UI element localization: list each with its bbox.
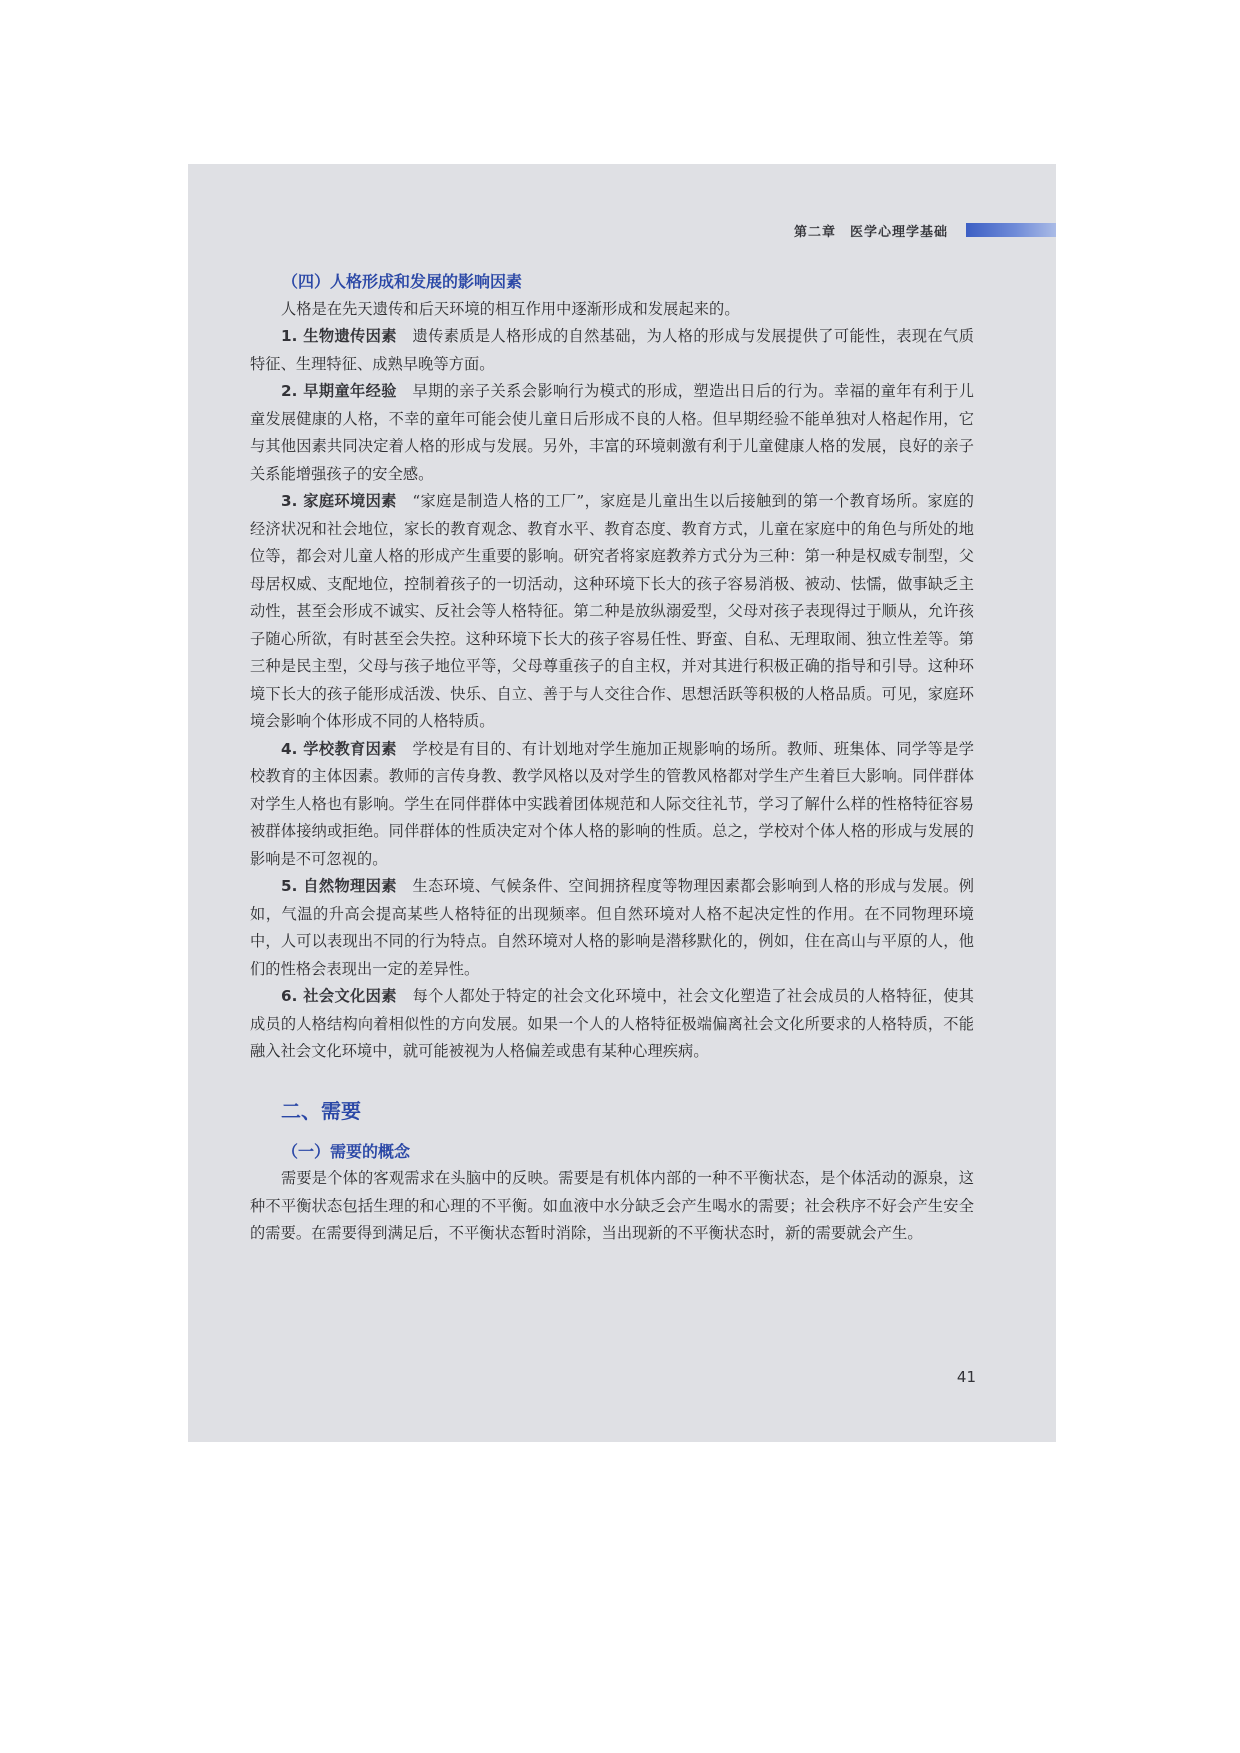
chapter-title: 第二章 医学心理学基础 [793, 225, 948, 240]
needs-paragraph: 需要是个体的客观需求在头脑中的反映。需要是有机体内部的一种不平衡状态，是个体活动的源泉，这种不平衡状态包括生理的和心理的不平衡。如血液中水分缺乏会产生喝水的需要；社会秩序不好会产生安全的需要。在需要得到满足后，不平衡状态暂时消除，当出现新的不平衡状态时，新的需要就会产生。 [250, 1169, 974, 1242]
factor-lead: 3. 家庭环境因素 [281, 492, 397, 510]
book-page [188, 164, 1056, 1442]
factor-lead: 4. 学校教育因素 [281, 739, 397, 758]
factor-lead: 1. 生物遗传因素 [281, 327, 397, 345]
factor-paragraph [250, 873, 974, 983]
factor-text: 学校是有目的、有计划地对学生施加正规影响的场所。教师、班集体、同学等是学校教育的主体因素。教师的言传身教、教学风格以及对学生的管教风格都对学生产生着巨大影响。同伴群体对学生人格也有影响。学生在同伴群体中实践着团体规范和人际交往礼节，学习了解什么样的性格特征容易被群体接纳或拒绝。同伴群体的性质决定对个体人格的影响的性质。总之，学校对个体人格的形成与发展的影响是不可忽视的。 [250, 739, 974, 868]
factor-text: 遗传素质是人格形成的自然基础，为人格的形成与发展提供了可能性，表现在气质特征、生理特征、成熟早晚等方面。 [250, 327, 974, 373]
factor-paragraph [250, 736, 974, 874]
factor-lead: 2. 早期童年经验 [281, 382, 397, 400]
factor-lead: 6. 社会文化因素 [281, 987, 397, 1005]
chapter-accent-bar [966, 223, 1056, 237]
factor-text: “家庭是制造人格的工厂”，家庭是儿童出生以后接触到的第一个教育场所。家庭的经济状况和社会地位，家长的教育观念、教育水平、教育态度、教育方式，儿童在家庭中的角色与所处的地位等，都会对儿童人格的形成产生重要的影响。研究者将家庭教养方式分为三种：第一种是权威专制型，父母居权威、支配地位，控制着孩子的一切活动，这种环境下长大的孩子容易消极、被动、怯懦，做事缺乏主动性，甚至会形成不诚实、反社会等人格特征。第二种是放纵溺爱型，父母对孩子表现得过于顺从，允许孩子随心所欲，有时甚至会失控。这种环境下长大的孩子容易任性、野蛮、自私、无理取闹、独立性差等。第三种是民主型，父母与孩子地位平等，父母尊重孩子的自主权，并对其进行积极正确的指导和引导。这种环境下长大的孩子能形成活泼、快乐、自立、善于与人交往合作、思想活跃等积极的人格品质。可见，家庭环境会影响个体形成不同的人格特质。 [250, 492, 974, 730]
factor-lead: 5. 自然物理因素 [281, 877, 397, 895]
factor-paragraph [250, 983, 974, 1066]
factor-paragraph [250, 323, 974, 378]
factor-paragraph [250, 378, 974, 488]
chapter-header [188, 219, 1056, 243]
factor-text: 早期的亲子关系会影响行为模式的形成，塑造出日后的行为。幸福的童年有利于儿童发展健康的人格，不幸的童年可能会使儿童日后形成不良的人格。但早期经验不能单独对人格起作用，它与其他因素共同决定着人格的形成与发展。另外，丰富的环境刺激有利于儿童健康人格的发展，良好的亲子关系能增强孩子的安全感。 [250, 382, 974, 483]
factor-text: 每个人都处于特定的社会文化环境中，社会文化塑造了社会成员的人格特征，使其成员的人格结构向着相似性的方向发展。如果一个人的人格特征极端偏离社会文化所要求的人格特质，不能融入社会文化环境中，就可能被视为人格偏差或患有某种心理疾病。 [250, 987, 974, 1060]
intro-paragraph: 人格是在先天遗传和后天环境的相互作用中逐渐形成和发展起来的。 [281, 299, 740, 318]
page-content [250, 268, 974, 1248]
page-number: 41 [956, 1368, 976, 1386]
section-title-needs: 二、需要 [281, 1098, 361, 1123]
factor-paragraph [250, 488, 974, 736]
factor-text: 生态环境、气候条件、空间拥挤程度等物理因素都会影响到人格的形成与发展。例如，气温的升高会提高某些人格特征的出现频率。但自然环境对人格不起决定性的作用。在不同物理环境中，人可以表现出不同的行为特点。自然环境对人格的影响是潜移默化的，例如，住在高山与平原的人，他们的性格会表现出一定的差异性。 [250, 877, 974, 978]
subheading-personality-factors: （四）人格形成和发展的影响因素 [282, 272, 523, 291]
subheading-concept-of-needs: （一）需要的概念 [282, 1141, 411, 1161]
